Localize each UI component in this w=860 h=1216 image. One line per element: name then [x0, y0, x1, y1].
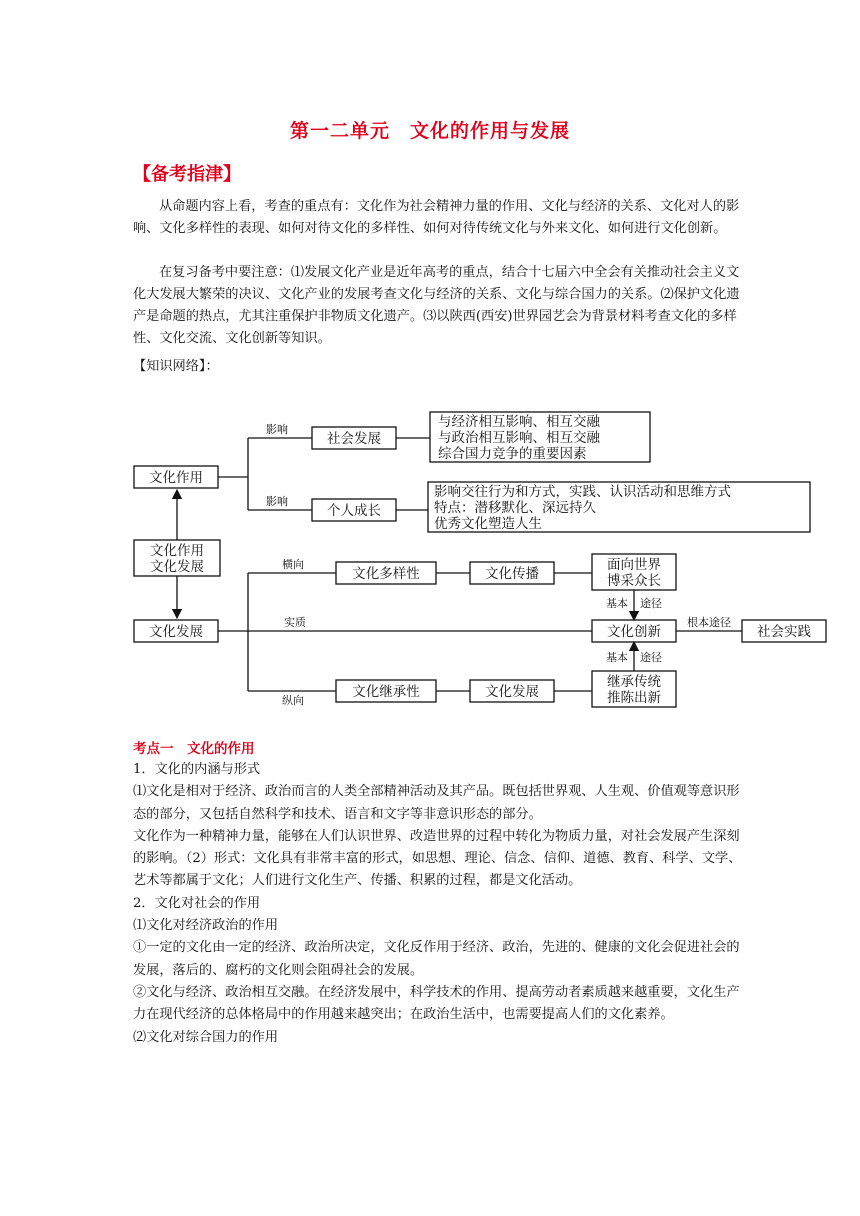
- kaodian-line: 文化作为一种精神力量，能够在人们认识世界、改造世界的过程中转化为物质力量，对社会发展产生深刻的影响。（2）形式：文化具有非常丰富的形式，如思想、理论、信念、信仰、道德、教育、科学、文学、艺术等都属于文化；人们进行文化生产、传播、积累的过程，都是文化活动。: [133, 828, 742, 889]
- label-geren-chengzhang: 个人成长: [327, 503, 381, 519]
- label-center-2: 文化发展: [150, 559, 204, 575]
- edge-label-yingxiang-top: 影响: [266, 423, 288, 436]
- label-chuanbo: 文化传播: [485, 566, 539, 582]
- section-heading: 【备考指津】: [133, 164, 241, 185]
- intro-text-2: 在复习备考中要注意：⑴发展文化产业是近年高考的重点，结合十七届六中全会有关推动社会主义文化大发展大繁荣的决议、文化产业的发展考查文化与经济的关系、文化与综合国力的关系。⑵保护文化遗产是命题的热点，尤其注重保护非物质文化遗产。⑶以陕西(西安)世界园艺会为背景材料考查文化的多样性、文化交流、文化创新等知识。: [133, 265, 740, 346]
- edge-label-tujing-top: 途径: [640, 597, 662, 610]
- label-shehui-fazhan: 社会发展: [327, 431, 381, 447]
- geren-effect-1: 影响交往行为和方式，实践、认识活动和思维方式: [434, 484, 731, 500]
- intro-text-1: 从命题内容上看，考查的重点有：文化作为社会精神力量的作用、文化与经济的关系、文化对人的影响、文化多样性的表现、如何对待文化的多样性、如何对待传统文化与外来文化、如何进行文化创新。: [133, 199, 740, 236]
- label-center-1: 文化作用: [150, 543, 204, 559]
- edge-label-shizhi: 实质: [284, 616, 306, 629]
- edge-label-hengxiang: 横向: [282, 558, 304, 571]
- edge-label-tujing-bottom: 途径: [640, 651, 662, 664]
- label-fazhan2: 文化发展: [485, 684, 539, 700]
- label-duoyangxing: 文化多样性: [352, 566, 420, 582]
- label-jichengxing: 文化继承性: [352, 684, 420, 700]
- kaodian-line: ⑵文化对综合国力的作用: [133, 1029, 279, 1045]
- kaodian-line: ⑴文化对经济政治的作用: [133, 918, 279, 934]
- kaodian-body: [133, 759, 745, 1049]
- kaodian-line: ②文化与经济、政治相互交融。在经济发展中，科学技术的作用、提高劳动者素质越来越重要，文化生产力在现代经济的总体格局中的作用越来越突出；在政治生活中，也需要提高人们的文化素养。: [133, 984, 740, 1023]
- edge-label-jiben-top: 基本: [606, 597, 628, 610]
- label-wenhua-zuoyong: 文化作用: [149, 470, 203, 486]
- label-jicheng-1: 继承传统: [607, 674, 661, 690]
- label-mianxiang-2: 博采众长: [607, 573, 661, 589]
- edge-label-genben-tujing: 根本途径: [687, 616, 731, 629]
- edge-label-zongxiang: 纵向: [282, 694, 304, 707]
- geren-effect-3: 优秀文化塑造人生: [434, 516, 542, 532]
- kaodian-line: ⑴文化是相对于经济、政治而言的人类全部精神活动及其产品。既包括世界观、人生观、价值观等意识形态的部分，又包括自然科学和技术、语言和文字等非意识形态的部分。: [133, 784, 740, 822]
- edge-label-yingxiang-bottom: 影响: [266, 495, 288, 508]
- shehui-effect-2: 与政治相互影响、相互交融: [438, 430, 600, 446]
- kaodian-line: 2．文化对社会的作用: [133, 895, 261, 911]
- kaodian-line: 1．文化的内涵与形式: [133, 762, 261, 777]
- label-chuangxin: 文化创新: [607, 624, 661, 640]
- knowledge-network-label: 【知识网络】：: [133, 359, 219, 374]
- page-title: 第一二单元 文化的作用与发展: [289, 120, 570, 142]
- edge-label-jiben-bottom: 基本: [606, 651, 628, 664]
- geren-effect-2: 特点：潜移默化、深远持久: [434, 500, 596, 516]
- kaodian-heading: 考点一 文化的作用: [133, 741, 255, 757]
- label-mianxiang-1: 面向世界: [607, 557, 661, 573]
- shehui-effect-1: 与经济相互影响、相互交融: [438, 414, 600, 430]
- label-shehui-shijian: 社会实践: [757, 624, 811, 640]
- label-jicheng-2: 推陈出新: [607, 690, 661, 706]
- label-wenhua-fazhan: 文化发展: [149, 624, 203, 640]
- kaodian-line: ①一定的文化由一定的经济、政治所决定，文化反作用于经济、政治，先进的、健康的文化会促进社会的发展，落后的、腐朽的文化则会阻碍社会的发展。: [133, 940, 740, 978]
- shehui-effect-3: 综合国力竞争的重要因素: [438, 446, 587, 462]
